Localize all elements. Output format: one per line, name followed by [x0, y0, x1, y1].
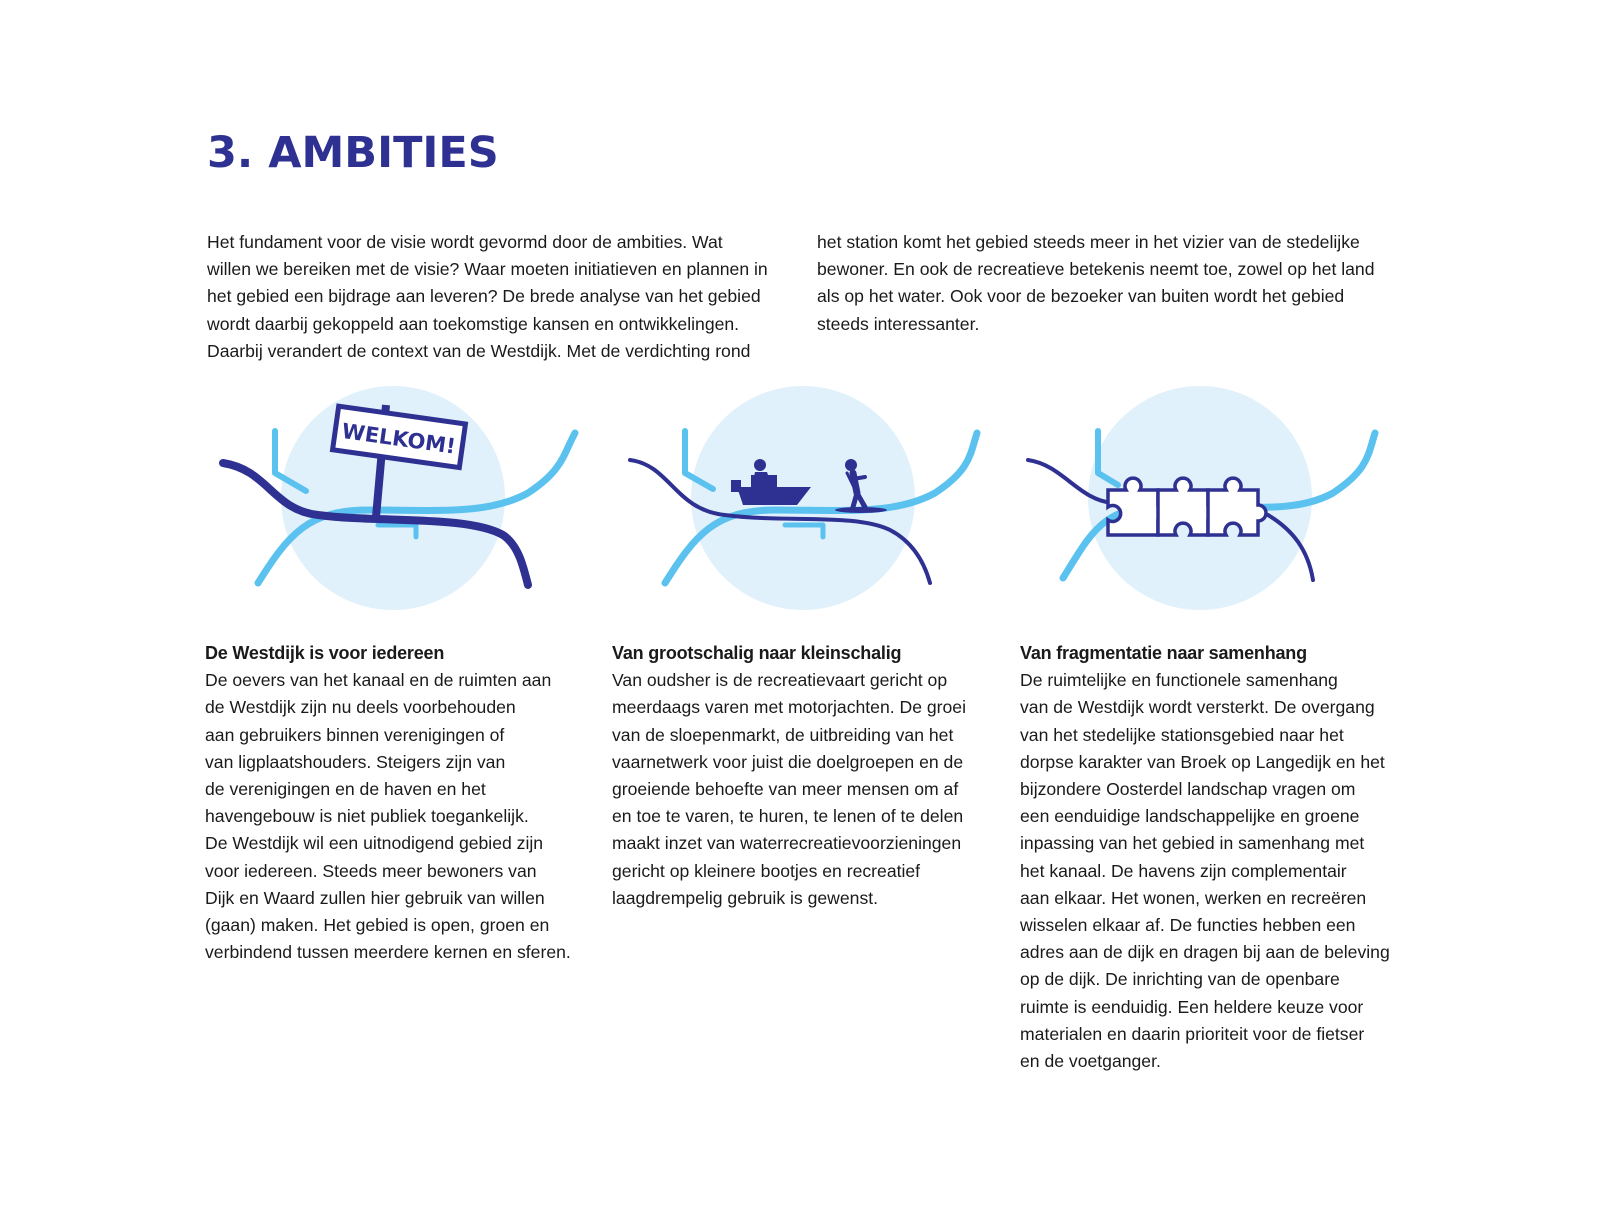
ambition-body	[1020, 667, 1410, 1075]
background-circle	[691, 386, 915, 610]
body-line: materialen en daarin prioriteit voor de fietser	[1020, 1023, 1365, 1044]
ambition-heading: De Westdijk is voor iedereen	[205, 643, 445, 663]
ambition-body	[205, 667, 595, 966]
body-line: op de dijk. De inrichting van de openbare	[1020, 969, 1340, 990]
body-line: verbindend tussen meerdere kernen en sferen.	[205, 942, 571, 963]
body-line: dorpse karakter van Broek op Langedijk en het	[1020, 751, 1385, 772]
boating-illustration	[625, 385, 1005, 625]
body-line: en de voetganger.	[1020, 1051, 1161, 1072]
intro-line: bewoner. En ook de recreatieve betekenis neemt toe, zowel op het land	[817, 259, 1375, 280]
intro-line: steeds interessanter.	[817, 313, 980, 334]
welcome-illustration	[218, 385, 598, 625]
body-line: maakt inzet van waterrecreatievoorzieningen	[612, 833, 962, 854]
body-line: De Westdijk wil een uitnodigend gebied zijn	[205, 833, 544, 854]
body-line: bijzondere Oosterdel landschap vragen om	[1020, 779, 1356, 800]
intro-line: het station komt het gebied steeds meer in het vizier van de stedelijke	[817, 232, 1360, 252]
body-line: adres aan de dijk en dragen bij aan de beleving	[1020, 942, 1390, 963]
intro-line: Het fundament voor de visie wordt gevormd door de ambities. Wat	[207, 232, 723, 252]
ambition-column-1	[205, 640, 595, 966]
body-line: de Westdijk zijn nu deels voorbehouden	[205, 697, 516, 718]
ambition-heading: Van fragmentatie naar samenhang	[1020, 643, 1307, 663]
body-line: (gaan) maken. Het gebied is open, groen en	[205, 915, 550, 936]
body-line: de verenigingen en de haven en het	[205, 779, 486, 800]
body-line: wisselen elkaar af. De functies hebben een	[1020, 915, 1356, 936]
body-line: havengebouw is niet publiek toegankelijk.	[205, 806, 529, 827]
body-line: Van oudsher is de recreatievaart gericht op	[612, 670, 948, 691]
ambition-heading: Van grootschalig naar kleinschalig	[612, 643, 902, 663]
intro-line: Daarbij verandert de context van de Westdijk. Met de verdichting rond	[207, 340, 751, 361]
body-line: van de sloepenmarkt, de uitbreiding van het	[612, 724, 954, 745]
boat-and-paddleboard-icon	[625, 385, 1005, 625]
body-line: voor iedereen. Steeds meer bewoners van	[205, 860, 537, 881]
ambition-body	[612, 667, 1002, 912]
intro-right-column	[817, 229, 1407, 338]
body-line: een eenduidige landschappelijke en groene	[1020, 806, 1360, 827]
body-line: van ligplaatshouders. Steigers zijn van	[205, 751, 506, 772]
body-line: het kanaal. De havens zijn complementair	[1020, 860, 1347, 881]
body-line: inpassing van het gebied in samenhang met	[1020, 833, 1365, 854]
body-line: aan gebruikers binnen verenigingen of	[205, 724, 505, 745]
body-line: ruimte is eenduidig. Een heldere keuze voor	[1020, 996, 1364, 1017]
body-line: van de Westdijk wordt versterkt. De overgang	[1020, 697, 1375, 718]
puzzle-illustration	[1023, 385, 1403, 625]
body-line: aan elkaar. Het wonen, werken en recreëren	[1020, 887, 1367, 908]
body-line: Dijk en Waard zullen hier gebruik van willen	[205, 887, 545, 908]
body-line: van het stedelijke stationsgebied naar het	[1020, 724, 1344, 745]
welcome-sign-icon	[218, 385, 598, 625]
intro-line: willen we bereiken met de visie? Waar moeten initiatieven en plannen in	[207, 259, 768, 280]
sign-text: WELKOM!	[340, 418, 458, 459]
page-title: 3. AMBITIES	[207, 128, 499, 178]
puzzle-pieces-icon	[1023, 385, 1403, 625]
body-line: laagdrempelig gebruik is gewenst.	[612, 887, 879, 908]
body-line: groeiende behoefte van meer mensen om af	[612, 779, 959, 800]
body-line: gericht op kleinere bootjes en recreatief	[612, 860, 921, 881]
body-line: De oevers van het kanaal en de ruimten aan	[205, 670, 552, 691]
body-line: en toe te varen, te huren, te lenen of te delen	[612, 806, 964, 827]
intro-line: het gebied een bijdrage aan leveren? De brede analyse van het gebied	[207, 286, 761, 307]
body-line: De ruimtelijke en functionele samenhang	[1020, 670, 1338, 691]
ambition-column-3	[1020, 640, 1410, 1075]
body-line: meerdaags varen met motorjachten. De groei	[612, 697, 967, 718]
body-line: vaarnetwerk voor juist die doelgroepen en de	[612, 751, 964, 772]
intro-line: als op het water. Ook voor de bezoeker van buiten wordt het gebied	[817, 286, 1345, 307]
ambition-column-2	[612, 640, 1002, 912]
intro-line: wordt daarbij gekoppeld aan toekomstige kansen en ontwikkelingen.	[207, 313, 740, 334]
intro-left-column	[207, 229, 797, 365]
